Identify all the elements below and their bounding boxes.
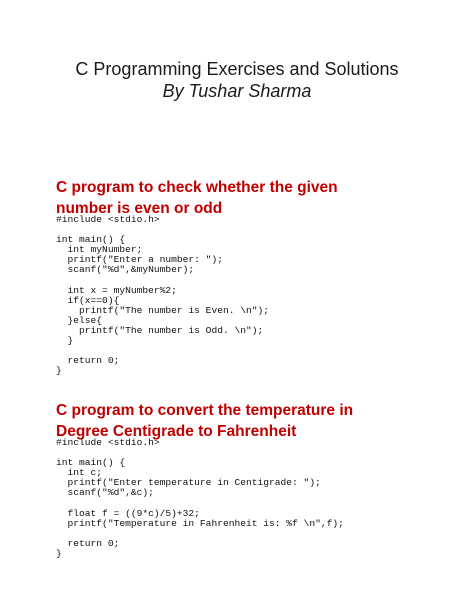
document-title: C Programming Exercises and Solutions [75,59,399,79]
document-author: By Tushar Sharma [162,81,312,101]
code-block-temperature: #include <stdio.h> int main() { int c; printf("Enter temperature in Centigrade: "); scanf("%d",&c); float f = ((9*c)/5)+32; printf("Temperature in Fahrenheit is: %f \n",f); return 0; } [56,437,344,560]
section-heading-temperature: C program to convert the temperature in Degree Centigrade to Fahrenheit [56,402,354,440]
section-heading-even-odd: C program to check whether the given number is even or odd [56,179,338,217]
document-title-block [0,58,474,102]
code-block-even-odd: #include <stdio.h> int main() { int myNumber; printf("Enter a number: "); scanf("%d",&myNumber); int x = myNumber%2; if(x==0){ printf("The number is Even. \n"); }else{ printf("The number is Odd. \n"); } return 0; } [56,214,270,377]
